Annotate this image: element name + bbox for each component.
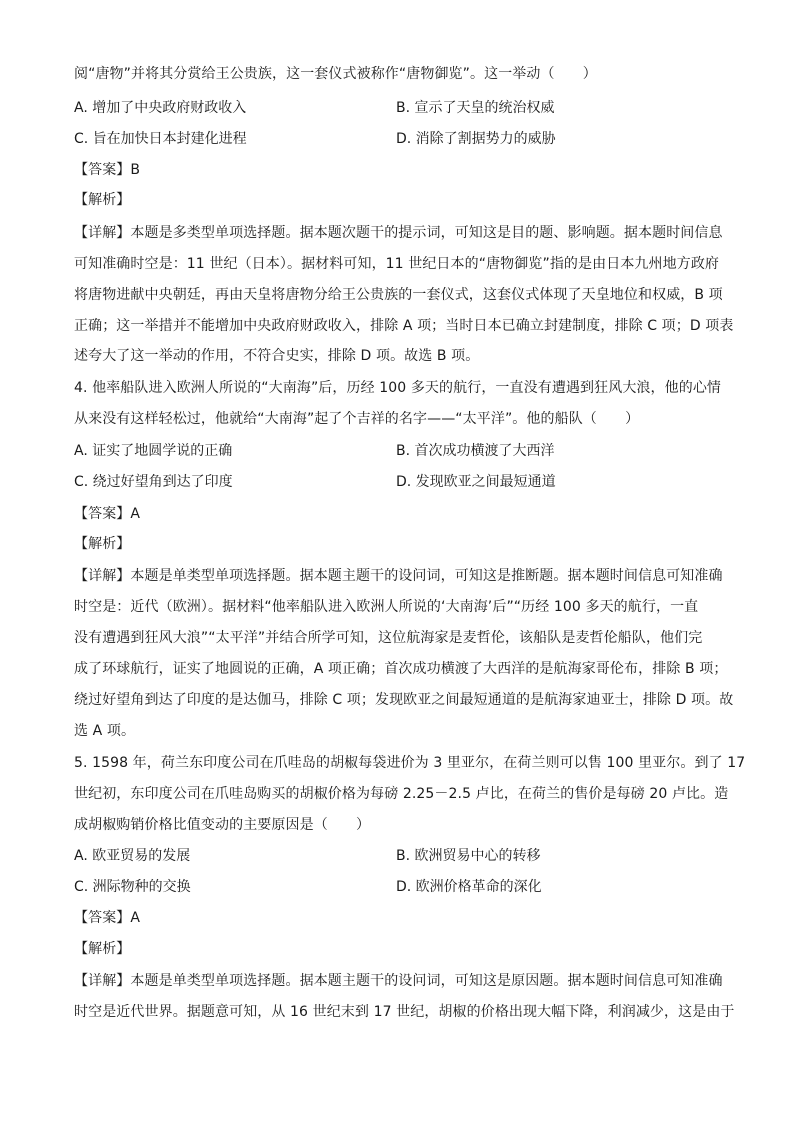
q3-option-b: B. 宣示了天皇的统治权威 xyxy=(396,100,555,116)
q4-detail-line: 选 A 项。 xyxy=(74,723,136,739)
q5-options-row-1 xyxy=(74,846,724,866)
q4-option-d: D. 发现欧亚之间最短通道 xyxy=(396,474,556,490)
q4-stem-line: 从来没有这样轻松过，他就给“大南海”起了个吉祥的名字——“太平洋”。他的船队（ ） xyxy=(74,411,640,427)
q5-stem-line: 5. 1598 年，荷兰东印度公司在爪哇岛的胡椒每袋进价为 3 里亚尔，在荷兰则可以售 100 里亚尔。到了 17 xyxy=(74,755,746,771)
q3-detail-line: 将唐物进献中央朝廷，再由天皇将唐物分给王公贵族的一套仪式，这套仪式体现了天皇地位和权威，B 项 xyxy=(74,287,723,303)
q4-stem-line: 4. 他率船队进入欧洲人所说的“大南海”后，历经 100 多天的航行，一直没有遭遇到狂风大浪，他的心情 xyxy=(74,380,722,396)
q4-options-row-1 xyxy=(74,441,724,461)
q3-option-c: C. 旨在加快日本封建化进程 xyxy=(74,131,247,147)
q3-answer: 【答案】B xyxy=(74,162,141,178)
q5-stem-line: 世纪初，东印度公司在爪哇岛购买的胡椒价格为每磅 2.25－2.5 卢比，在荷兰的售价是每磅 20 卢比。造 xyxy=(74,786,729,802)
q5-options-row-2 xyxy=(74,877,724,897)
q5-analysis-label: 【解析】 xyxy=(74,941,131,957)
q4-option-c: C. 绕过好望角到达了印度 xyxy=(74,474,233,490)
q4-answer: 【答案】A xyxy=(74,506,141,522)
q4-detail-line: 时空是：近代（欧洲）。据材料“他率船队进入欧洲人所说的‘大南海’后”“历经 100 多天的航行，一直 xyxy=(74,599,699,615)
q3-option-d: D. 消除了割据势力的威胁 xyxy=(396,131,556,147)
q5-detail-line: 时空是近代世界。据题意可知，从 16 世纪末到 17 世纪，胡椒的价格出现大幅下降，利润减少，这是由于 xyxy=(74,1004,735,1020)
q4-detail-line: 【详解】本题是单类型单项选择题。据本题主题干的设问词，可知这是推断题。据本题时间信息可知准确 xyxy=(74,568,723,584)
q4-detail-line: 绕过好望角到达了印度的是达伽马，排除 C 项；发现欧亚之间最短通道的是航海家迪亚士，排除 D 项。故 xyxy=(74,692,734,708)
q5-answer: 【答案】A xyxy=(74,910,141,926)
q3-option-a: A. 增加了中央政府财政收入 xyxy=(74,100,247,116)
q3-detail-line: 可知准确时空是：11 世纪（日本）。据材料可知，11 世纪日本的“唐物御览”指的是由日本九州地方政府 xyxy=(74,256,720,272)
q5-option-d: D. 欧洲价格革命的深化 xyxy=(396,879,542,895)
q4-options-row-2 xyxy=(74,472,724,492)
q3-analysis-label: 【解析】 xyxy=(74,192,131,208)
q5-option-b: B. 欧洲贸易中心的转移 xyxy=(396,848,541,864)
q5-stem-line: 成胡椒购销价格比值变动的主要原因是（ ） xyxy=(74,817,371,833)
q3-options-row-2 xyxy=(74,129,724,149)
q3-detail-line: 【详解】本题是多类型单项选择题。据本题次题干的提示词，可知这是目的题、影响题。据本题时间信息 xyxy=(74,225,723,241)
q4-option-b: B. 首次成功横渡了大西洋 xyxy=(396,443,555,459)
q4-detail-line: 没有遭遇到狂风大浪”“太平洋”并结合所学可知，这位航海家是麦哲伦，该船队是麦哲伦船队，他们完 xyxy=(74,630,703,646)
q4-detail-line: 成了环球航行，证实了地圆说的正确，A 项正确；首次成功横渡了大西洋的是航海家哥伦布，排除 B 项； xyxy=(74,661,728,677)
q3-detail-line: 正确；这一举措并不能增加中央政府财政收入，排除 A 项；当时日本已确立封建制度，排除 C 项；D 项表 xyxy=(74,318,734,334)
q3-detail-line: 述夸大了这一举动的作用，不符合史实，排除 D 项。故选 B 项。 xyxy=(74,348,480,364)
q5-option-a: A. 欧亚贸易的发展 xyxy=(74,848,191,864)
q4-analysis-label: 【解析】 xyxy=(74,536,131,552)
q5-option-c: C. 洲际物种的交换 xyxy=(74,879,191,895)
q3-options-row-1 xyxy=(74,98,724,118)
q4-option-a: A. 证实了地圆学说的正确 xyxy=(74,443,233,459)
q3-stem: 阅“唐物”并将其分赏给王公贵族，这一套仪式被称作“唐物御览”。这一举动（ ） xyxy=(74,66,597,82)
q5-detail-line: 【详解】本题是单类型单项选择题。据本题主题干的设问词，可知这是原因题。据本题时间信息可知准确 xyxy=(74,973,723,989)
